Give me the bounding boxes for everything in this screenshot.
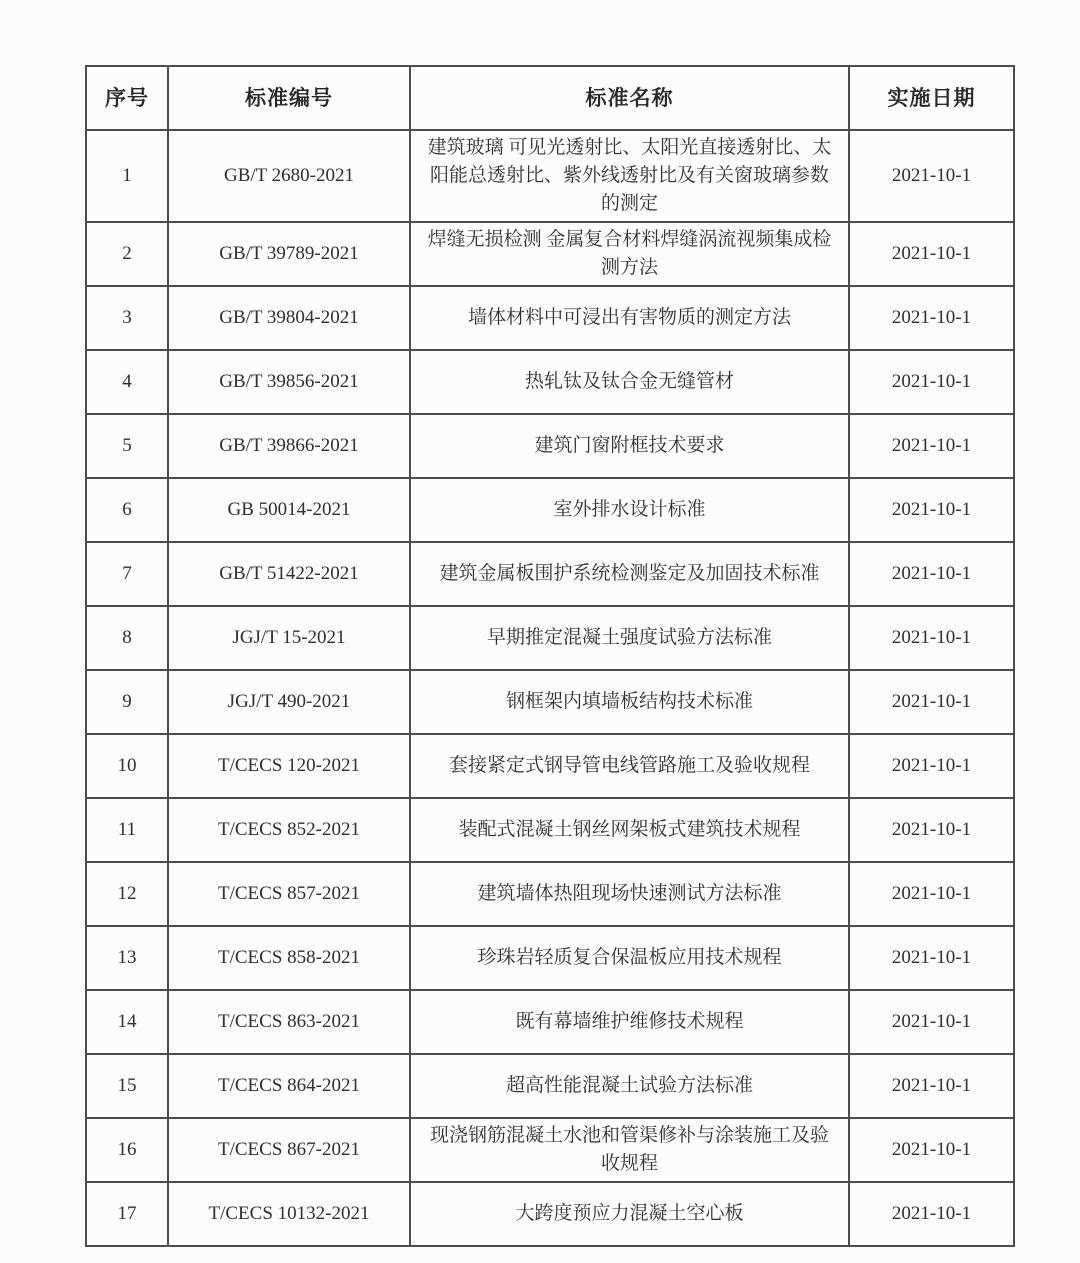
cell-date: 2021-10-1: [849, 222, 1014, 286]
cell-standard-name: 焊缝无损检测 金属复合材料焊缝涡流视频集成检测方法: [410, 222, 849, 286]
cell-standard-name: 早期推定混凝土强度试验方法标准: [410, 606, 849, 670]
cell-index: 16: [86, 1118, 168, 1182]
table-row: [86, 606, 1014, 670]
table-row: [86, 1054, 1014, 1118]
cell-date: 2021-10-1: [849, 1182, 1014, 1246]
cell-index: 6: [86, 478, 168, 542]
cell-index: 8: [86, 606, 168, 670]
cell-standard-name: 现浇钢筋混凝土水池和管渠修补与涂装施工及验收规程: [410, 1118, 849, 1182]
table-row: [86, 414, 1014, 478]
cell-standard-name: 建筑玻璃 可见光透射比、太阳光直接透射比、太阳能总透射比、紫外线透射比及有关窗玻璃参数的测定: [410, 130, 849, 222]
cell-standard-name: 建筑门窗附框技术要求: [410, 414, 849, 478]
cell-standard-name: 既有幕墙维护维修技术规程: [410, 990, 849, 1054]
cell-date: 2021-10-1: [849, 1054, 1014, 1118]
cell-standard-name: 大跨度预应力混凝土空心板: [410, 1182, 849, 1246]
cell-index: 13: [86, 926, 168, 990]
cell-index: 5: [86, 414, 168, 478]
cell-index: 10: [86, 734, 168, 798]
cell-standard-code: GB/T 39789-2021: [168, 222, 410, 286]
cell-standard-name: 建筑金属板围护系统检测鉴定及加固技术标准: [410, 542, 849, 606]
cell-date: 2021-10-1: [849, 734, 1014, 798]
table-row: [86, 1118, 1014, 1182]
cell-standard-name: 热轧钛及钛合金无缝管材: [410, 350, 849, 414]
table-row: [86, 734, 1014, 798]
cell-standard-code: JGJ/T 490-2021: [168, 670, 410, 734]
table-row: [86, 478, 1014, 542]
cell-date: 2021-10-1: [849, 798, 1014, 862]
cell-date: 2021-10-1: [849, 990, 1014, 1054]
col-header-date: 实施日期: [849, 66, 1014, 130]
table-row: [86, 990, 1014, 1054]
cell-standard-code: T/CECS 863-2021: [168, 990, 410, 1054]
cell-date: 2021-10-1: [849, 350, 1014, 414]
cell-standard-code: T/CECS 852-2021: [168, 798, 410, 862]
cell-index: 17: [86, 1182, 168, 1246]
table-body: [86, 130, 1014, 1246]
table-row: [86, 670, 1014, 734]
cell-standard-name: 珍珠岩轻质复合保温板应用技术规程: [410, 926, 849, 990]
table-row: [86, 222, 1014, 286]
standards-table: [85, 65, 1015, 1247]
table-row: [86, 926, 1014, 990]
cell-index: 14: [86, 990, 168, 1054]
cell-standard-code: GB/T 2680-2021: [168, 130, 410, 222]
table-row: [86, 130, 1014, 222]
table-row: [86, 542, 1014, 606]
cell-date: 2021-10-1: [849, 606, 1014, 670]
table-row: [86, 350, 1014, 414]
cell-standard-code: T/CECS 864-2021: [168, 1054, 410, 1118]
cell-standard-code: GB/T 39804-2021: [168, 286, 410, 350]
cell-standard-name: 装配式混凝土钢丝网架板式建筑技术规程: [410, 798, 849, 862]
cell-standard-name: 套接紧定式钢导管电线管路施工及验收规程: [410, 734, 849, 798]
col-header-standard-name: 标准名称: [410, 66, 849, 130]
cell-date: 2021-10-1: [849, 670, 1014, 734]
cell-date: 2021-10-1: [849, 130, 1014, 222]
cell-index: 9: [86, 670, 168, 734]
cell-date: 2021-10-1: [849, 286, 1014, 350]
cell-standard-code: GB/T 39856-2021: [168, 350, 410, 414]
cell-standard-name: 超高性能混凝土试验方法标准: [410, 1054, 849, 1118]
cell-index: 7: [86, 542, 168, 606]
cell-date: 2021-10-1: [849, 478, 1014, 542]
cell-index: 11: [86, 798, 168, 862]
header-row: [86, 66, 1014, 130]
cell-date: 2021-10-1: [849, 926, 1014, 990]
table-row: [86, 1182, 1014, 1246]
col-header-standard-code: 标准编号: [168, 66, 410, 130]
cell-standard-code: T/CECS 867-2021: [168, 1118, 410, 1182]
cell-index: 2: [86, 222, 168, 286]
cell-standard-code: GB/T 51422-2021: [168, 542, 410, 606]
cell-index: 15: [86, 1054, 168, 1118]
cell-standard-code: T/CECS 120-2021: [168, 734, 410, 798]
cell-standard-name: 墙体材料中可浸出有害物质的测定方法: [410, 286, 849, 350]
cell-index: 1: [86, 130, 168, 222]
cell-index: 12: [86, 862, 168, 926]
cell-standard-name: 钢框架内填墙板结构技术标准: [410, 670, 849, 734]
cell-date: 2021-10-1: [849, 862, 1014, 926]
cell-standard-code: T/CECS 10132-2021: [168, 1182, 410, 1246]
cell-index: 3: [86, 286, 168, 350]
table-row: [86, 862, 1014, 926]
cell-standard-name: 建筑墙体热阻现场快速测试方法标准: [410, 862, 849, 926]
cell-date: 2021-10-1: [849, 542, 1014, 606]
cell-standard-code: T/CECS 857-2021: [168, 862, 410, 926]
col-header-index: 序号: [86, 66, 168, 130]
cell-standard-code: GB 50014-2021: [168, 478, 410, 542]
table-row: [86, 286, 1014, 350]
cell-standard-name: 室外排水设计标准: [410, 478, 849, 542]
cell-index: 4: [86, 350, 168, 414]
cell-standard-code: JGJ/T 15-2021: [168, 606, 410, 670]
cell-standard-code: T/CECS 858-2021: [168, 926, 410, 990]
table-row: [86, 798, 1014, 862]
cell-date: 2021-10-1: [849, 1118, 1014, 1182]
cell-date: 2021-10-1: [849, 414, 1014, 478]
cell-standard-code: GB/T 39866-2021: [168, 414, 410, 478]
